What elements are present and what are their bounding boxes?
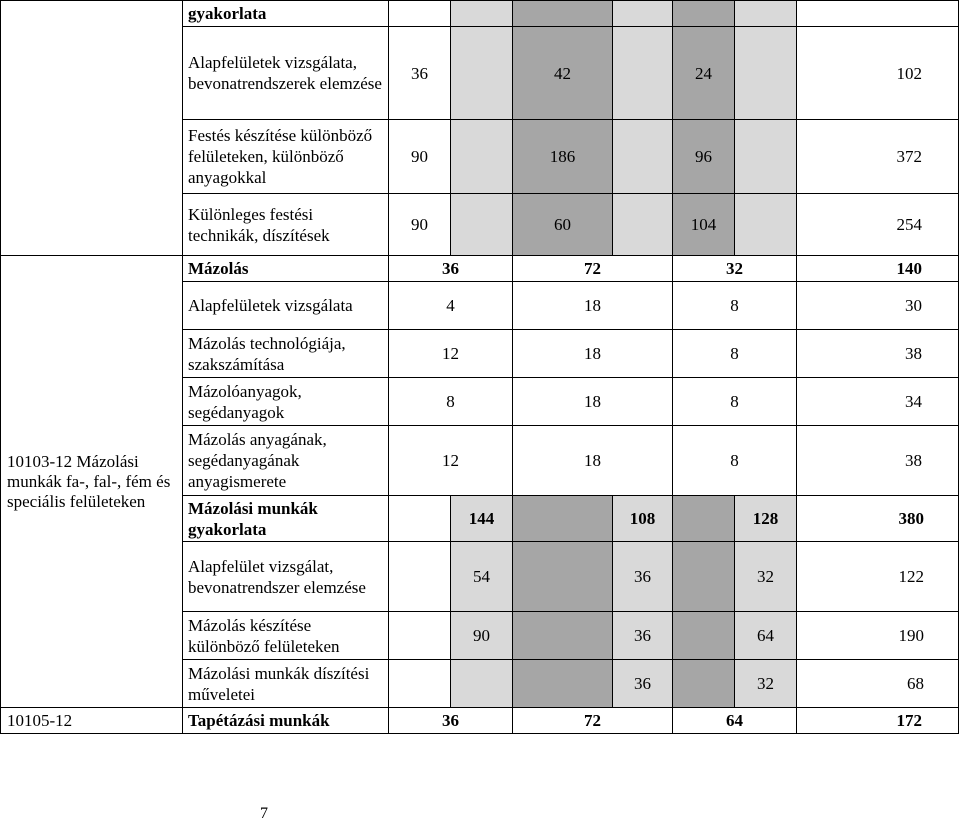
topic-cell: Mázolási munkák gyakorlata: [183, 496, 389, 542]
value-cell: 18: [513, 378, 673, 426]
value-cell: 36: [389, 708, 513, 734]
value-cell: 32: [735, 542, 797, 612]
value-cell: 90: [389, 194, 451, 256]
value-cell: 24: [673, 27, 735, 120]
value-cell: 54: [451, 542, 513, 612]
value-cell: 12: [389, 330, 513, 378]
module-cell: 10105-12: [1, 708, 183, 734]
value-cell: 102: [797, 27, 959, 120]
value-cell: 42: [513, 27, 613, 120]
value-cell: 38: [797, 330, 959, 378]
value-cell: 12: [389, 426, 513, 496]
module-cell: 10103-12 Mázolási munkák fa-, fal-, fém és speciális felületeken: [1, 256, 183, 708]
value-cell: 36: [613, 542, 673, 612]
value-cell: 144: [451, 496, 513, 542]
table-row: [1, 708, 959, 734]
value-cell: 36: [389, 256, 513, 282]
value-cell: 122: [797, 542, 959, 612]
topic-cell: Különleges festési technikák, díszítések: [183, 194, 389, 256]
page-number: 7: [260, 805, 268, 822]
value-cell: 108: [613, 496, 673, 542]
topic-cell: Mázolási munkák díszítési műveletei: [183, 660, 389, 708]
value-cell: 8: [673, 282, 797, 330]
table-row: [1, 1, 959, 27]
topic-cell: Mázolóanyagok, segédanyagok: [183, 378, 389, 426]
topic-cell: Mázolás: [183, 256, 389, 282]
value-cell: 32: [735, 660, 797, 708]
value-cell: 8: [673, 330, 797, 378]
value-cell: 8: [389, 378, 513, 426]
value-cell: 72: [513, 708, 673, 734]
value-cell: 68: [797, 660, 959, 708]
value-cell: 254: [797, 194, 959, 256]
topic-cell: gyakorlata: [183, 1, 389, 27]
value-cell: 372: [797, 120, 959, 194]
topic-cell: Festés készítése különböző felületeken, különböző anyagokkal: [183, 120, 389, 194]
value-cell: 8: [673, 426, 797, 496]
topic-cell: Mázolás anyagának, segédanyagának anyagismerete: [183, 426, 389, 496]
value-cell: 104: [673, 194, 735, 256]
value-cell: 172: [797, 708, 959, 734]
topic-cell: Alapfelületek vizsgálata: [183, 282, 389, 330]
value-cell: 38: [797, 426, 959, 496]
value-cell: 186: [513, 120, 613, 194]
value-cell: 90: [389, 120, 451, 194]
value-cell: 128: [735, 496, 797, 542]
value-cell: 64: [673, 708, 797, 734]
value-cell: 30: [797, 282, 959, 330]
topic-cell: Mázolás készítése különböző felületeken: [183, 612, 389, 660]
value-cell: 90: [451, 612, 513, 660]
value-cell: 36: [613, 660, 673, 708]
value-cell: 18: [513, 282, 673, 330]
value-cell: 140: [797, 256, 959, 282]
value-cell: 380: [797, 496, 959, 542]
value-cell: 18: [513, 330, 673, 378]
topic-cell: Alapfelület vizsgálat, bevonatrendszer elemzése: [183, 542, 389, 612]
value-cell: 72: [513, 256, 673, 282]
module-cell: [1, 1, 183, 256]
value-cell: 32: [673, 256, 797, 282]
value-cell: 36: [389, 27, 451, 120]
value-cell: 18: [513, 426, 673, 496]
value-cell: 8: [673, 378, 797, 426]
value-cell: 190: [797, 612, 959, 660]
value-cell: 60: [513, 194, 613, 256]
topic-cell: Alapfelületek vizsgálata, bevonatrendszerek elemzése: [183, 27, 389, 120]
topic-cell: Tapétázási munkák: [183, 708, 389, 734]
value-cell: 36: [613, 612, 673, 660]
value-cell: 34: [797, 378, 959, 426]
value-cell: 4: [389, 282, 513, 330]
table-row: [1, 256, 959, 282]
value-cell: 64: [735, 612, 797, 660]
topic-cell: Mázolás technológiája, szakszámítása: [183, 330, 389, 378]
value-cell: 96: [673, 120, 735, 194]
